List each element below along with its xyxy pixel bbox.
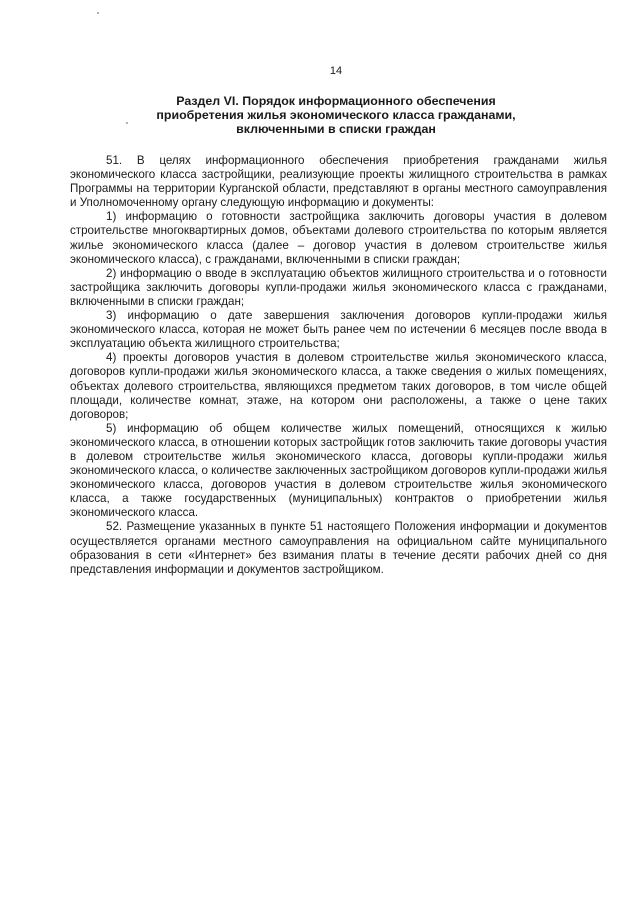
- section-heading-line-3: включенными в списки граждан: [236, 122, 436, 136]
- list-item-3: 3) информацию о дате завершения заключения договоров купли-продажи жилья экономического класса, которая не может быть ранее чем по истечении 6 месяцев после ввода в эксплуатацию объекта жилищного строительства;: [70, 309, 607, 351]
- document-body: [70, 154, 607, 577]
- section-heading-line-1: Раздел VI. Порядок информационного обеспечения: [176, 94, 496, 108]
- page-number: 14: [329, 65, 343, 77]
- paragraph-51: 51. В целях информационного обеспечения приобретения гражданами жилья экономического класса застройщики, реализующие проекты жилищного строительства в рамках Программы на территории Курганской области, представляют в органы местного самоуправления и Уполномоченному органу следующую информацию и документы:: [70, 154, 607, 210]
- scan-speck: [97, 12, 99, 14]
- list-item-4: 4) проекты договоров участия в долевом строительстве жилья экономического класса, договоров купли-продажи жилья экономического класса, а также сведения о жилых помещениях, объектах долевого строительства, являющихся предметом таких договоров, в том числе общей площади, количестве комнат, этаже, на котором они расположены, а также о цене таких договоров;: [70, 351, 607, 421]
- list-item-1: 1) информацию о готовности застройщика заключить договоры участия в долевом строительстве многоквартирных домов, объектами долевого строительства по которым является жилье экономического класса (далее – договор участия в долевом строительстве жилья экономического класса), с гражданами, включенными в списки граждан;: [70, 210, 607, 266]
- list-item-2: 2) информацию о вводе в эксплуатацию объектов жилищного строительства и о готовности застройщика заключить договоры купли-продажи жилья экономического класса с гражданами, включенными в списки граждан;: [70, 266, 607, 308]
- scan-speck: [126, 122, 128, 124]
- list-item-5: 5) информацию об общем количестве жилых помещений, относящихся к жилью экономического класса, в отношении которых застройщик готов заключить такие договоры участия в долевом строительстве жилья экономического класса, договоры купли-продажи жилья экономического класса, о количестве заключенных застройщиком договоров купли-продажи жилья экономического класса, договоров участия в долевом строительстве жилья экономического класса, а также государственных (муниципальных) контрактов о приобретении жилья экономического класса.: [70, 421, 607, 520]
- paragraph-52: 52. Размещение указанных в пункте 51 настоящего Положения информации и документов осуществляется органами местного самоуправления на официальном сайте муниципального образования в сети «Интернет» без взимания платы в течение десяти рабочих дней со дня представления информации и документов застройщиком.: [70, 520, 607, 576]
- section-heading-line-2: приобретения жилья экономического класса гражданами,: [156, 108, 516, 122]
- section-heading: [120, 94, 552, 136]
